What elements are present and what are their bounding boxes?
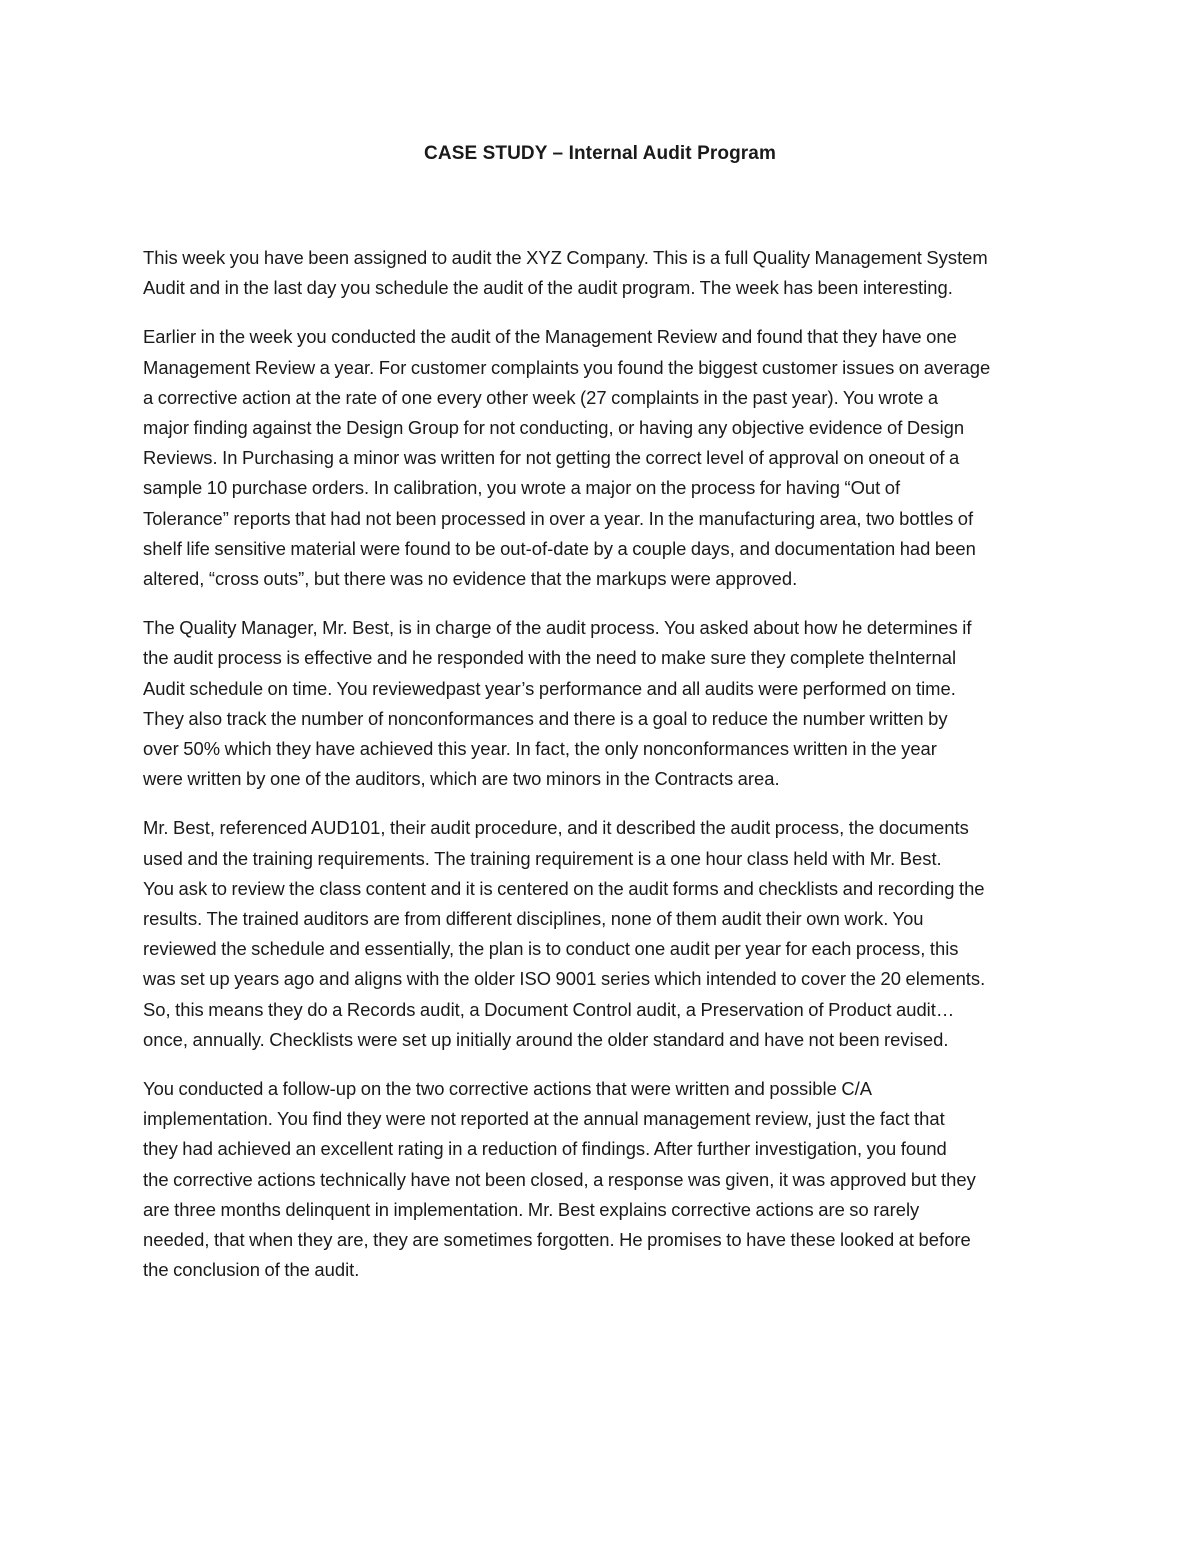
text-line: were written by one of the auditors, which are two minors in the Contracts area. <box>143 768 780 790</box>
paragraph-procedure <box>143 813 1063 1055</box>
text-line: Reviews. In Purchasing a minor was written for not getting the correct level of approval on oneout of a <box>143 447 960 469</box>
text-line: implementation. You find they were not reported at the annual management review, just the fact that <box>143 1108 945 1130</box>
text-line: was set up years ago and aligns with the older ISO 9001 series which intended to cover the 20 elements. <box>143 968 986 990</box>
text-line: You conducted a follow-up on the two corrective actions that were written and possible C/A <box>143 1078 873 1100</box>
text-line: They also track the number of nonconformances and there is a goal to reduce the number written by <box>143 707 948 729</box>
paragraph-quality-manager <box>143 613 1063 794</box>
text-line: So, this means they do a Records audit, a Document Control audit, a Preservation of Product audit… <box>143 998 955 1020</box>
text-line: Audit and in the last day you schedule the audit of the audit program. The week has been interesting. <box>143 277 953 299</box>
text-line: the corrective actions technically have not been closed, a response was given, it was approved but they <box>143 1168 976 1190</box>
text-line: Tolerance” reports that had not been processed in over a year. In the manufacturing area, two bottles of <box>143 507 974 529</box>
text-line: once, annually. Checklists were set up initially around the older standard and have not been revised. <box>143 1028 949 1050</box>
text-line: Audit schedule on time. You reviewedpast year’s performance and all audits were performed on time. <box>143 677 956 699</box>
paragraph-follow-up <box>143 1074 1063 1285</box>
text-line: a corrective action at the rate of one every other week (27 complaints in the past year). You wrote a <box>143 386 939 408</box>
text-line: they had achieved an excellent rating in a reduction of findings. After further investigation, you found <box>143 1138 947 1160</box>
text-line: are three months delinquent in implementation. Mr. Best explains corrective actions are so rarely <box>143 1198 920 1220</box>
text-line: The Quality Manager, Mr. Best, is in charge of the audit process. You asked about how he determines if <box>143 617 972 639</box>
text-line: results. The trained auditors are from different disciplines, none of them audit their own work. You <box>143 908 924 930</box>
paragraph-assignment <box>143 243 1063 303</box>
paragraph-findings <box>143 322 1063 594</box>
text-line: Earlier in the week you conducted the audit of the Management Review and found that they have one <box>143 326 957 348</box>
text-line: major finding against the Design Group for not conducting, or having any objective evidence of Design <box>143 417 965 439</box>
document-title: CASE STUDY – Internal Audit Program <box>424 143 776 164</box>
text-line: Mr. Best, referenced AUD101, their audit procedure, and it described the audit process, the documents <box>143 817 969 839</box>
text-line: This week you have been assigned to audit the XYZ Company. This is a full Quality Management System <box>143 247 988 268</box>
text-line: used and the training requirements. The training requirement is a one hour class held with Mr. Best. <box>143 847 942 869</box>
text-line: You ask to review the class content and it is centered on the audit forms and checklists and recording the <box>143 877 985 899</box>
text-line: the conclusion of the audit. <box>143 1259 360 1281</box>
text-line: needed, that when they are, they are sometimes forgotten. He promises to have these looked at before <box>143 1229 971 1251</box>
text-line: the audit process is effective and he responded with the need to make sure they complete theInternal <box>143 647 957 669</box>
text-line: Management Review a year. For customer complaints you found the biggest customer issues on average <box>143 356 991 378</box>
text-line: sample 10 purchase orders. In calibration, you wrote a major on the process for having “Out of <box>143 477 901 499</box>
text-line: reviewed the schedule and essentially, the plan is to conduct one audit per year for each process, this <box>143 938 959 960</box>
document-body <box>143 243 1063 1305</box>
text-line: shelf life sensitive material were found to be out-of-date by a couple days, and documentation had been <box>143 537 976 559</box>
text-line: altered, “cross outs”, but there was no evidence that the markups were approved. <box>143 568 798 590</box>
text-line: over 50% which they have achieved this year. In fact, the only nonconformances written in the year <box>143 738 937 760</box>
